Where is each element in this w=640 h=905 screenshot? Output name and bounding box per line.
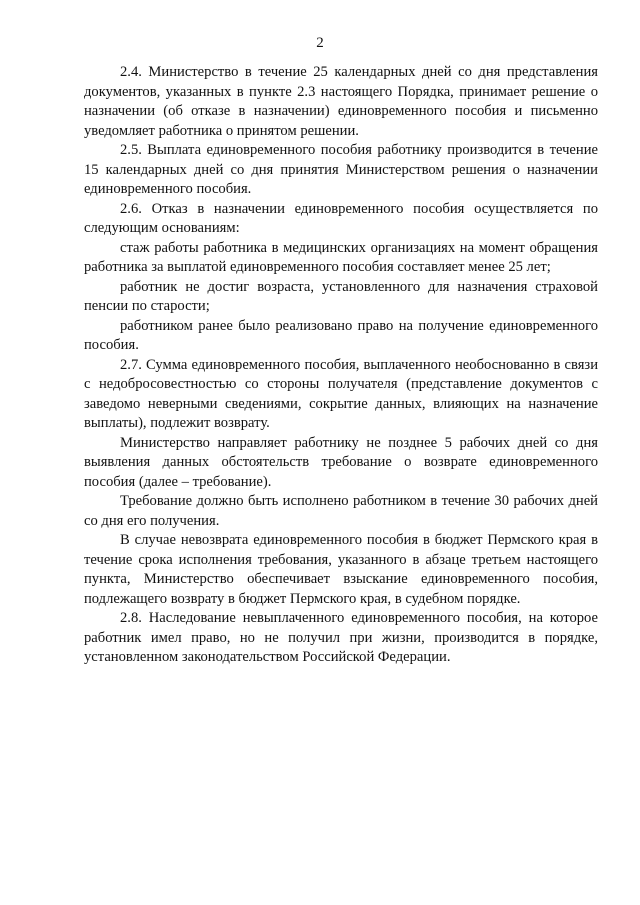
paragraph-2-5: 2.5. Выплата единовременного пособия работнику производится в течение 15 календарных дней со дня принятия Министерством решения о назначении единовременного пособия. xyxy=(84,142,598,197)
refusal-ground-age: работник не достиг возраста, установленного для назначения страховой пенсии по старости; xyxy=(84,278,598,314)
paragraph-non-return: В случае невозврата единовременного пособия в бюджет Пермского края в течение срока исполнения требования, указанного в абзаце третьем настоящего пункта, Министерство обеспечивает взыскание единовременного пособия, подлежащего возврату в бюджет Пермского края, в судебном порядке. xyxy=(84,532,598,607)
paragraph-2-8: 2.8. Наследование невыплаченного единовременного пособия, на которое работник имел право, но не получил при жизни, производится в порядке, установленном законодательством Российской Федерации. xyxy=(84,610,598,665)
paragraph-2-6: 2.6. Отказ в назначении единовременного пособия осуществляется по следующим основаниям: xyxy=(84,200,598,236)
paragraph-demand-deadline: Требование должно быть исполнено работником в течение 30 рабочих дней со дня его получения. xyxy=(84,493,598,529)
refusal-ground-prior-use: работником ранее было реализовано право на получение единовременного пособия. xyxy=(84,317,598,353)
paragraph-demand-notice: Министерство направляет работнику не позднее 5 рабочих дней со дня выявления данных обстоятельств требование о возврате единовременного пособия (далее – требование). xyxy=(84,434,598,490)
paragraph-2-7: 2.7. Сумма единовременного пособия, выплаченного необоснованно в связи с недобросовестностью со стороны получателя (представление документов с заведомо неверными сведениями, сокрытие данных, влияющих на назначение выплаты), подлежит возврату. xyxy=(84,356,598,431)
page-number: 2 xyxy=(316,35,324,51)
paragraph-2-4: 2.4. Министерство в течение 25 календарных дней со дня представления документов, указанных в пункте 2.3 настоящего Порядка, принимает решение о назначении (об отказе в назначении) единовременного пособия и письменно уведомляет работника о принятом решении. xyxy=(84,64,598,139)
document-body xyxy=(84,63,598,668)
refusal-ground-experience: стаж работы работника в медицинских организациях на момент обращения работника за выплатой единовременного пособия составляет менее 25 лет; xyxy=(84,239,598,275)
